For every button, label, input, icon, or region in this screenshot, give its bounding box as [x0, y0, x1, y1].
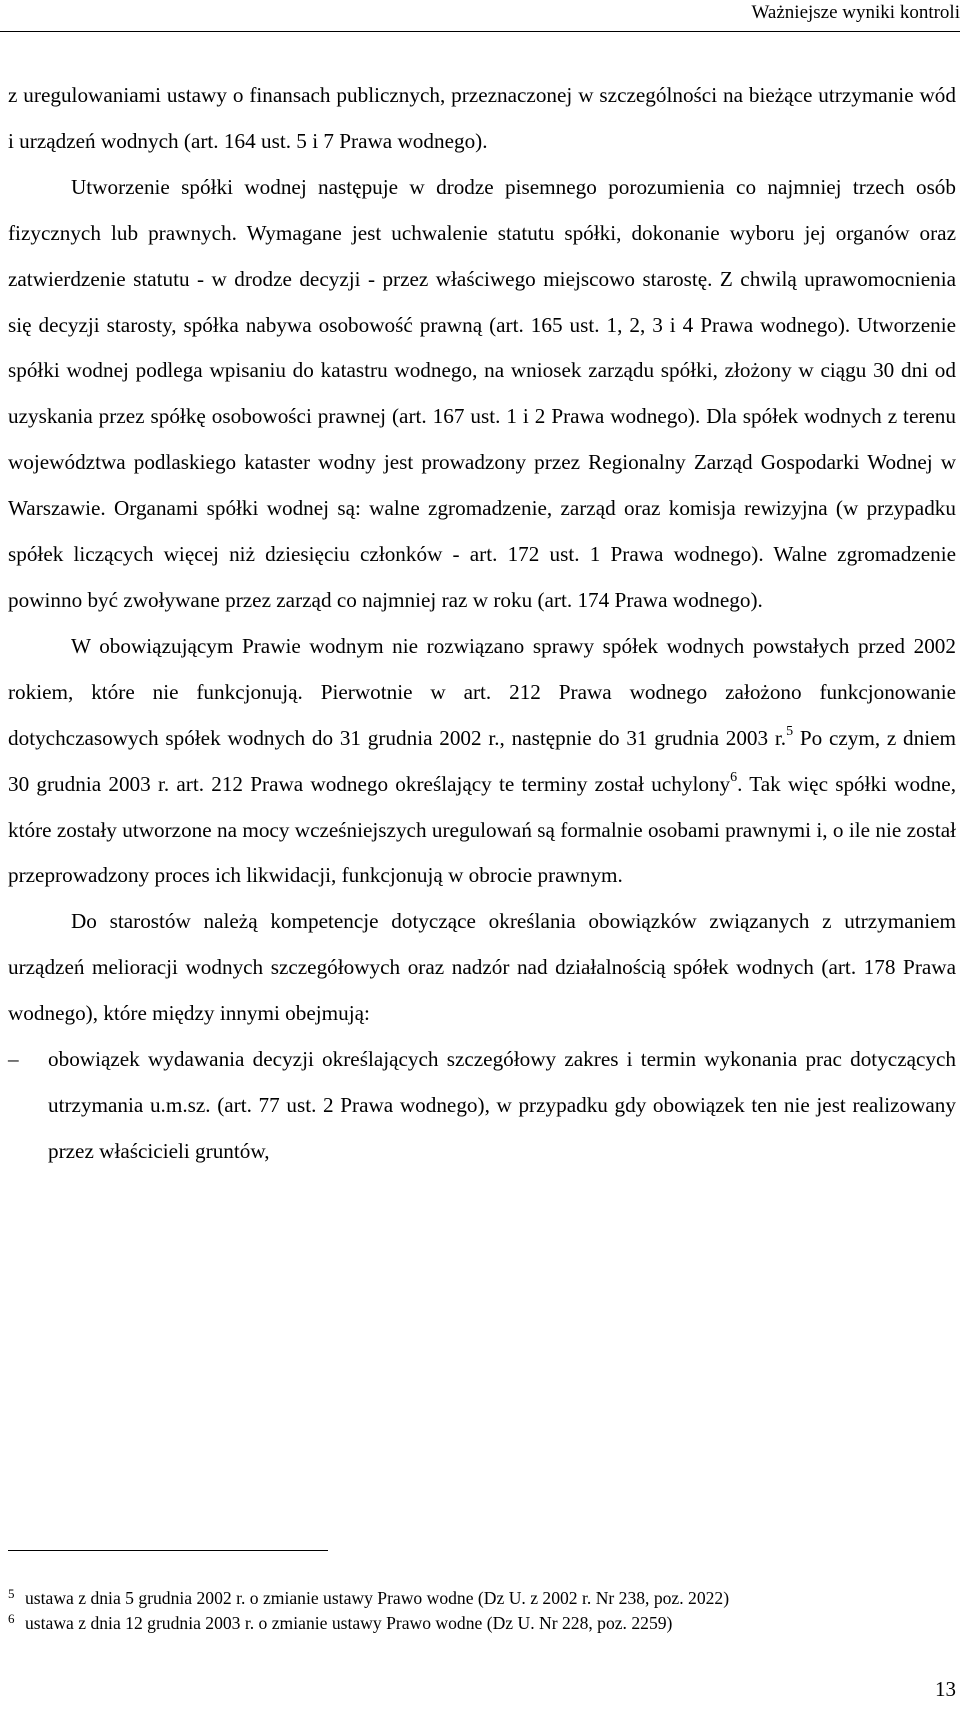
paragraph-1: z uregulowaniami ustawy o finansach publicznych, przeznaczonej w szczególności na bieżące utrzymanie wód i urządzeń wodnych (art. 164 ust. 5 i 7 Prawa wodnego). [8, 83, 956, 153]
page-number: 13 [935, 1677, 956, 1701]
footnote-6 [8, 1611, 956, 1636]
page-header [0, 0, 960, 34]
running-header-title: Ważniejsze wyniki kontroli [751, 2, 960, 23]
footnote-5 [8, 1586, 956, 1611]
list-item [8, 1037, 956, 1175]
footnote-number: 6 [8, 1611, 15, 1626]
paragraph-3-part-b: Po czym, z dniem 30 grudnia 2003 r. art. 212 Prawa wodnego określający te terminy został uchylony [8, 725, 957, 796]
header-rule [0, 31, 960, 32]
paragraph-2: Utworzenie spółki wodnej następuje w drodze pisemnego porozumienia co najmniej trzech osób fizycznych lub prawnych. Wymagane jest uchwalenie statutu spółki, dokonanie wyboru jej organów oraz zatwierdzenie statutu - w drodze decyzji - przez właściwego miejscowo starostę. Z chwilą uprawomocnienia się decyzji starosty, spółka nabywa osobowość prawną (art. 165 ust. 1, 2, 3 i 4 Prawa wodnego). Utworzenie spółki wodnej podlega wpisaniu do katastru wodnego, na wniosek zarządu spółki, złożony w ciągu 30 dni od uzyskania przez spółkę osobowości prawnej (art. 167 ust. 1 i 2 Prawa wodnego). Dla spółek wodnych z terenu województwa podlaskiego kataster wodny jest prowadzony przez Regionalny Zarząd Gospodarki Wodnej w Warszawie. Organami spółki wodnej są: walne zgromadzenie, zarząd oraz komisja rewizyjna (w przypadku spółek liczących więcej niż dziesięciu członków - art. 172 ust. 1 Prawa wodnego). Walne zgromadzenie powinno być zwoływane przez zarząd co najmniej raz w roku (art. 174 Prawa wodnego). [8, 174, 956, 612]
bullet-list [8, 1037, 956, 1175]
paragraph-4: Do starostów należą kompetencje dotyczące określania obowiązków związanych z utrzymaniem urządzeń melioracji wodnych szczegółowych oraz nadzór nad działalnością spółek wodnych (art. 178 Prawa wodnego), które między innymi obejmują: [8, 909, 956, 1026]
footnotes [8, 1586, 956, 1636]
paragraph-3 [8, 624, 956, 899]
footnote-ref-5: 5 [786, 723, 794, 739]
paragraph-3-part-c: . Tak więc spółki wodne, które zostały utworzone na mocy wcześniejszych uregulowań są formalnie osobami prawnymi i, o ile nie został przeprowadzony proces ich likwidacji, funkcjonują w obrocie prawnym. [8, 771, 957, 888]
footnote-ref-6: 6 [730, 769, 738, 785]
list-item-text: obowiązek wydawania decyzji określających szczegółowy zakres i termin wykonania prac dotyczących utrzymania u.m.sz. (art. 77 ust. 2 Prawa wodnego), w przypadku gdy obowiązek ten nie jest realizowany przez właścicieli gruntów, [48, 1047, 956, 1163]
main-text [8, 73, 956, 1175]
footnote-text: ustawa z dnia 12 grudnia 2003 r. o zmianie ustawy Prawo wodne (Dz U. Nr 228, poz. 2259) [25, 1613, 673, 1633]
footnote-separator [8, 1550, 328, 1551]
footnote-text: ustawa z dnia 5 grudnia 2002 r. o zmianie ustawy Prawo wodne (Dz U. z 2002 r. Nr 238, poz. 2022) [25, 1588, 730, 1608]
paragraph-3-part-a: W obowiązującym Prawie wodnym nie rozwiązano sprawy spółek wodnych powstałych przed 2002 rokiem, które nie funkcjonują. Pierwotnie w art. 212 Prawa wodnego założono funkcjonowanie dotychczasowych spółek wodnych do 31 grudnia 2002 r., następnie do 31 grudnia 2003 r. [8, 633, 956, 750]
dash-marker: – [8, 1047, 19, 1072]
footnote-number: 5 [8, 1586, 15, 1601]
